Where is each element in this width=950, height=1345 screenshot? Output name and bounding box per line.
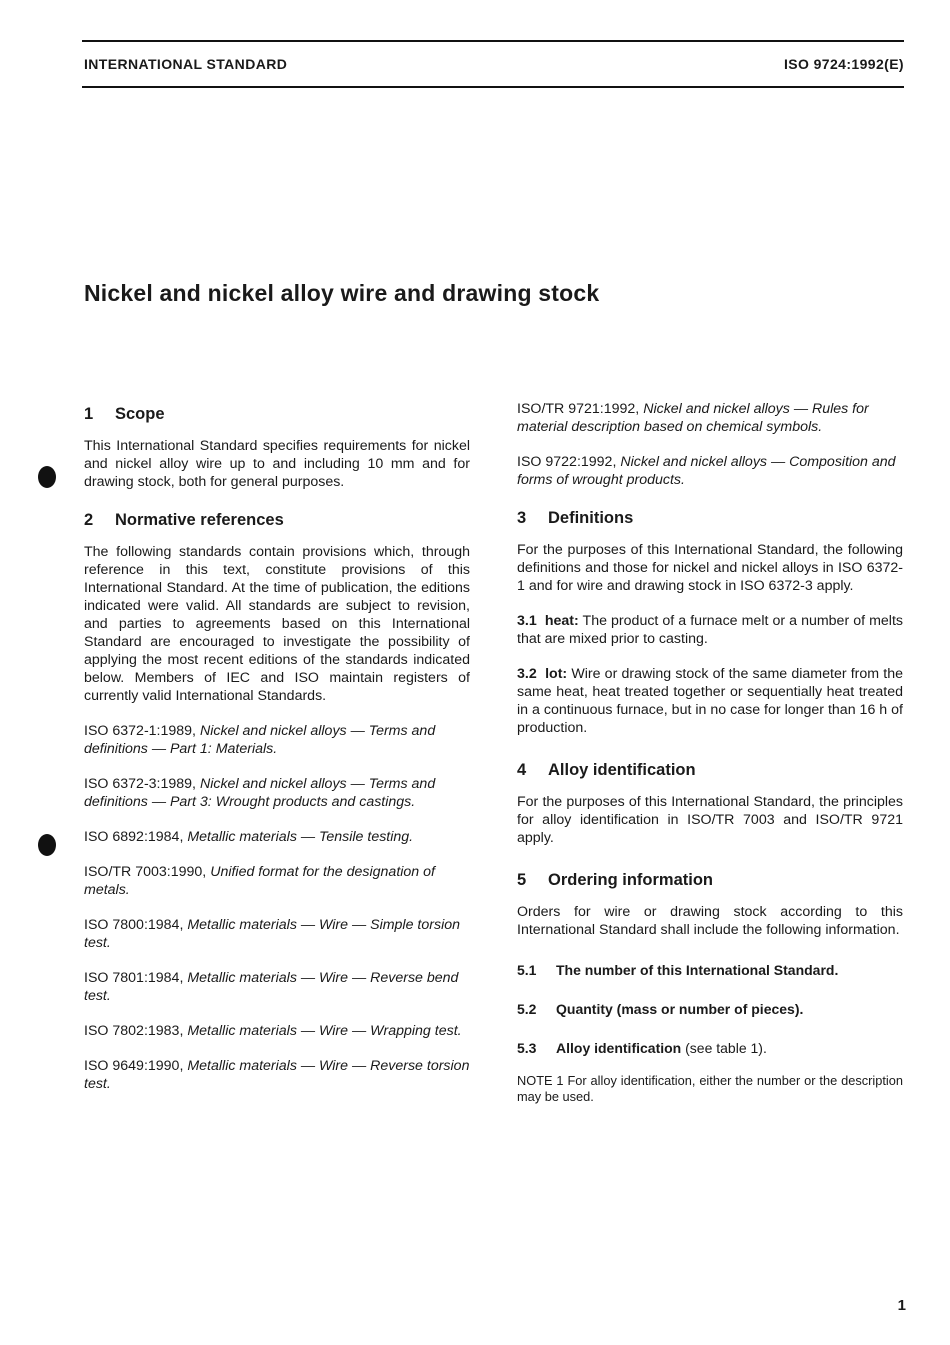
reference-item: ISO 7802:1983, Metallic materials — Wire — Wrapping test.	[84, 1023, 462, 1039]
normative-references-intro: The following standards contain provisions which, through reference in this text, constitute provisions of this International Standard. At the time of publication, the editions indicated were valid. All standards are subject to revision, and parties to agreements based on this International Standard are encouraged to investigate the possibility of applying the most recent editions of the standards indicated below. Members of IEC and ISO maintain registers of currently valid International Standards.	[84, 544, 470, 704]
reference-item: ISO 9649:1990, Metallic materials — Wire — Reverse torsion test.	[84, 1058, 470, 1092]
standard-number: ISO 9724:1992(E)	[783, 56, 904, 72]
note: NOTE 1 For alloy identification, either the number or the description may be used.	[517, 1073, 903, 1104]
document-type: INTERNATIONAL STANDARD	[84, 56, 288, 72]
ordering-item: 5.1 The number of this International Standard.	[517, 962, 839, 978]
reference-item: ISO 6372-1:1989, Nickel and nickel alloys — Terms and definitions — Part 1: Materials.	[84, 723, 436, 757]
ordering-information-heading: 5 Ordering information	[517, 871, 713, 889]
header-bottom-rule	[82, 86, 904, 88]
reference-item: ISO 7800:1984, Metallic materials — Wire — Simple torsion test.	[84, 917, 460, 951]
right-column	[517, 400, 903, 1105]
alloy-identification-heading: 4 Alloy identification	[517, 761, 696, 779]
reference-item: ISO/TR 9721:1992, Nickel and nickel alloys — Rules for material description based on chemical symbols.	[517, 401, 869, 435]
ordering-item: 5.2 Quantity (mass or number of pieces).	[517, 1001, 804, 1017]
normative-references-heading: 2 Normative references	[84, 511, 284, 529]
reference-item: ISO 6892:1984, Metallic materials — Tensile testing.	[84, 829, 414, 845]
definition-item: 3.2 lot: Wire or drawing stock of the same diameter from the same heat, heat treated together or sequentially heat treated in a continuous furnace, but in no case for longer than 16 h of production.	[517, 666, 904, 736]
reference-item: ISO 9722:1992, Nickel and nickel alloys — Composition and forms of wrought products.	[517, 454, 896, 488]
margin-bullet-mark	[38, 466, 56, 488]
page-title: Nickel and nickel alloy wire and drawing stock	[84, 280, 600, 306]
ordering-information-intro: Orders for wire or drawing stock according to this International Standard shall include the following information.	[517, 904, 903, 938]
reference-item: ISO 7801:1984, Metallic materials — Wire — Reverse bend test.	[84, 970, 459, 1004]
alloy-identification-text: For the purposes of this International Standard, the principles for alloy identification in ISO/TR 7003 and ISO/TR 9721 apply.	[517, 794, 903, 846]
margin-bullet-mark	[38, 834, 56, 856]
left-column	[84, 400, 470, 1110]
page-number: 1	[897, 1297, 906, 1314]
definitions-intro: For the purposes of this International Standard, the following definitions and those for nickel and nickel alloys in ISO 6372-1 and for wire and drawing stock in ISO 6372-3 apply.	[517, 542, 903, 594]
header-top-rule	[82, 40, 904, 42]
definition-item: 3.1 heat: The product of a furnace melt or a number of melts that are mixed prior to casting.	[517, 613, 903, 647]
scope-text: This International Standard specifies requirements for nickel and nickel alloy wire up to and including 10 mm and for drawing stock, both for general purposes.	[84, 438, 470, 490]
scope-heading: 1 Scope	[84, 405, 165, 423]
ordering-item: 5.3 Alloy identification (see table 1).	[517, 1040, 767, 1056]
reference-item: ISO/TR 7003:1990, Unified format for the designation of metals.	[84, 864, 435, 898]
reference-item: ISO 6372-3:1989, Nickel and nickel alloys — Terms and definitions — Part 3: Wrought products and castings.	[84, 776, 436, 810]
definitions-heading: 3 Definitions	[517, 509, 634, 527]
